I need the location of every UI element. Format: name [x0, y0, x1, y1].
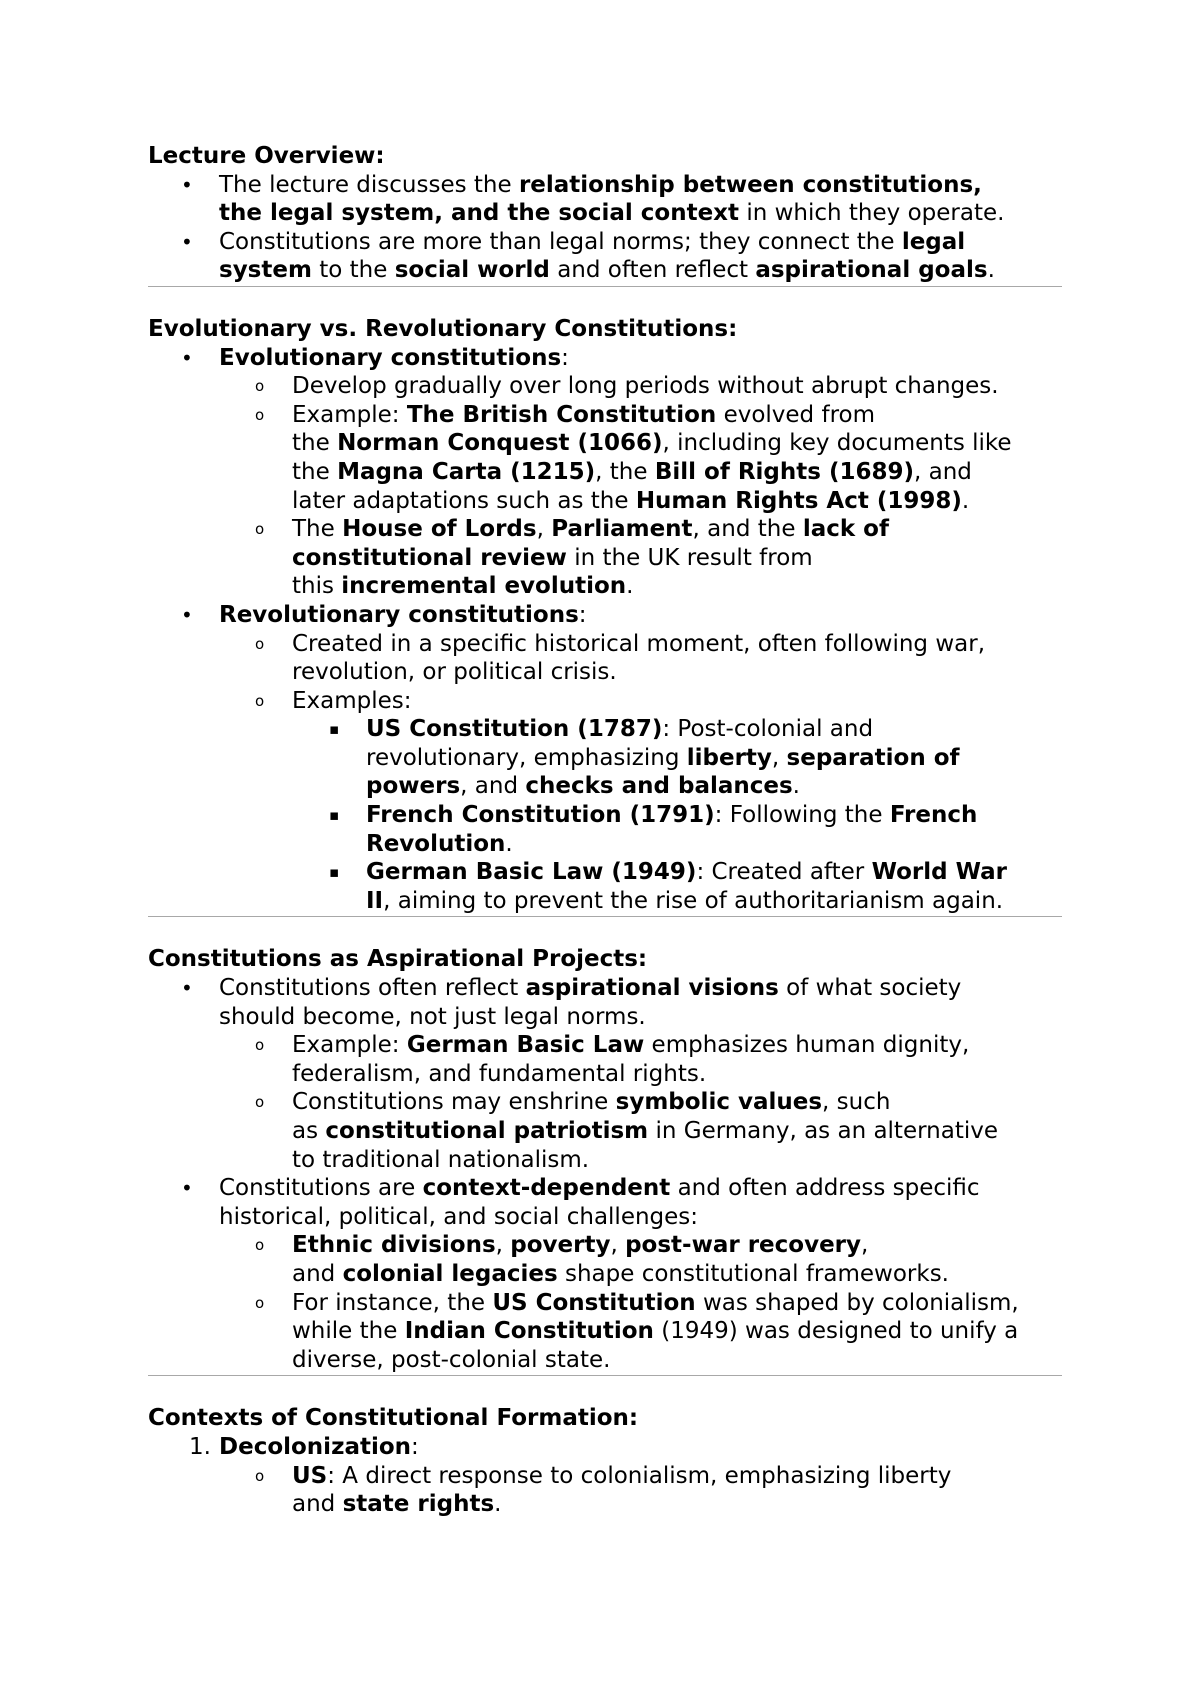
list-item — [148, 858, 1062, 887]
text: . — [792, 773, 800, 800]
text: Constitutions may enshrine — [292, 1089, 616, 1116]
list-item — [148, 228, 1062, 257]
bold-text: system — [219, 257, 312, 284]
bold-text: Indian Constitution — [404, 1318, 654, 1345]
text: revolutionary, emphasizing — [366, 744, 687, 771]
list-item — [148, 372, 1062, 401]
bold-text: powers — [366, 773, 461, 800]
section-heading: Contexts of Constitutional Formation: — [148, 1405, 639, 1432]
text: : A direct response to colonialism, emphasizing liberty — [327, 1462, 952, 1489]
text: of what society — [778, 975, 962, 1002]
section-divider — [148, 916, 1062, 917]
circle-bullet-icon: o — [255, 1236, 265, 1255]
text: . — [505, 830, 513, 857]
bold-text: Magna Carta (1215) — [337, 458, 596, 485]
bold-text: World War — [871, 859, 1008, 886]
text: . — [987, 257, 995, 284]
list-item-continuation — [148, 487, 1062, 516]
text: Constitutions are more than legal norms; they connect the — [219, 228, 902, 255]
section-divider — [148, 1375, 1062, 1376]
bold-text: liberty — [686, 744, 772, 771]
bold-text: post-war recovery — [625, 1232, 862, 1259]
list-item-continuation — [148, 256, 1062, 285]
bold-text: symbolic values — [615, 1089, 823, 1116]
bold-text: constitutional patriotism — [325, 1118, 649, 1144]
text: Develop gradually over long periods without abrupt changes. — [292, 373, 999, 400]
bold-text: The British Constitution — [406, 401, 717, 428]
list-item-continuation — [148, 772, 1062, 801]
text: For instance, the — [292, 1289, 493, 1316]
text: Example: — [292, 401, 407, 428]
circle-bullet-icon: o — [255, 1036, 265, 1055]
text: : Following the — [714, 802, 890, 829]
bold-text: US — [292, 1462, 328, 1489]
text: : Post-colonial and — [662, 716, 874, 743]
bold-text: Parliament — [551, 516, 693, 543]
text: and — [292, 1260, 343, 1287]
text: , and the — [692, 516, 803, 543]
bullet-icon: • — [181, 602, 193, 627]
list-item-continuation — [148, 1317, 1062, 1346]
bold-text: II — [366, 887, 384, 914]
text: . — [626, 573, 634, 600]
bold-text: context-dependent — [422, 1175, 671, 1202]
list-item-continuation — [148, 1003, 1062, 1032]
list-item-continuation — [148, 1117, 1062, 1146]
text: in the UK result from — [566, 544, 813, 571]
bold-text: Bill of Rights (1689) — [654, 458, 914, 485]
text: , — [771, 744, 787, 771]
list-item-continuation — [148, 744, 1062, 773]
text: , — [610, 1232, 626, 1259]
list-item-continuation — [148, 887, 1062, 916]
text: The lecture discusses the — [219, 171, 519, 198]
bold-text: Ethnic divisions — [292, 1232, 496, 1259]
bold-text: constitutional review — [292, 544, 567, 571]
bold-text: relationship between constitutions, — [518, 171, 982, 198]
list-item — [148, 344, 1062, 373]
bullet-icon: • — [181, 976, 193, 1001]
bold-text: lack of — [802, 516, 889, 543]
bold-text: state rights — [342, 1491, 495, 1518]
bold-text: French — [889, 802, 978, 829]
bold-text: poverty — [510, 1232, 611, 1259]
bold-text: social world — [394, 257, 550, 284]
section-heading: Constitutions as Aspirational Projects: — [148, 946, 648, 973]
list-item-continuation — [148, 1146, 1062, 1175]
list-item-continuation — [148, 429, 1062, 458]
list-item — [148, 974, 1062, 1003]
bold-text: Norman Conquest (1066) — [337, 430, 663, 457]
bold-text: legal — [901, 228, 966, 255]
text: , — [861, 1232, 869, 1259]
bold-text: aspirational visions — [525, 975, 779, 1002]
list-item-continuation — [148, 458, 1062, 487]
square-bullet-icon: ▪ — [329, 720, 340, 739]
text: : — [411, 1433, 419, 1460]
list-item-continuation — [148, 1490, 1062, 1519]
text: , and — [914, 458, 972, 485]
list-item — [148, 1231, 1062, 1260]
text: , — [536, 516, 552, 543]
bold-text: incremental evolution — [341, 573, 627, 600]
bold-text: Human Rights Act (1998) — [635, 487, 962, 514]
list-item — [148, 687, 1062, 716]
text: federalism, and fundamental rights. — [292, 1060, 707, 1087]
list-item — [148, 601, 1062, 630]
text: diverse, post-colonial state. — [292, 1346, 611, 1373]
list-item — [148, 171, 1062, 200]
list-item — [148, 1433, 1062, 1462]
list-item — [148, 1088, 1062, 1117]
text: was shaped by colonialism, — [695, 1289, 1019, 1316]
bullet-icon: • — [181, 172, 193, 197]
list-item-continuation — [148, 1260, 1062, 1289]
text: The — [292, 516, 343, 543]
circle-bullet-icon: o — [255, 520, 265, 539]
bold-text: German Basic Law (1949) — [366, 859, 697, 886]
text: . — [494, 1491, 502, 1518]
text: to traditional nationalism. — [292, 1146, 590, 1173]
bold-text: Decolonization — [219, 1433, 412, 1460]
bold-text: the legal system, and the social context — [219, 200, 740, 227]
text: , and — [460, 773, 526, 800]
bold-text: separation of — [786, 744, 960, 771]
list-item-continuation — [148, 1060, 1062, 1089]
circle-bullet-icon: o — [255, 405, 265, 424]
text: should become, not just legal norms. — [219, 1003, 646, 1030]
bold-text: House of Lords — [342, 516, 537, 543]
bold-text: Revolution — [366, 830, 506, 857]
text: the — [292, 430, 338, 457]
text: in which they operate. — [739, 200, 1005, 227]
bold-text: French Constitution (1791) — [366, 802, 715, 829]
text: evolved from — [716, 401, 875, 428]
text: emphasizes human dignity, — [644, 1032, 970, 1059]
list-item-continuation — [148, 572, 1062, 601]
text: and often address specific — [670, 1175, 980, 1202]
text: historical, political, and social challenges: — [219, 1203, 699, 1230]
list-item — [148, 401, 1062, 430]
list-item — [148, 1462, 1062, 1491]
text: . — [961, 487, 970, 514]
list-item — [148, 1289, 1062, 1318]
list-item-continuation — [148, 544, 1062, 573]
text: Constitutions often reflect — [219, 975, 526, 1002]
text: : Created after — [696, 859, 872, 886]
text: and — [292, 1491, 343, 1518]
section-heading: Evolutionary vs. Revolutionary Constitutions: — [148, 315, 738, 342]
text: later adaptations such as the — [292, 487, 636, 514]
list-item — [148, 715, 1062, 744]
list-item-continuation — [148, 1346, 1062, 1375]
circle-bullet-icon: o — [255, 1293, 265, 1312]
text: in Germany, as an alternative — [648, 1118, 998, 1144]
text: , including key documents like — [662, 430, 1012, 457]
list-item — [148, 515, 1062, 544]
bold-text: US Constitution — [492, 1289, 696, 1316]
text: and often reflect — [549, 257, 756, 284]
list-item — [148, 801, 1062, 830]
bold-text: colonial legacies — [342, 1260, 558, 1287]
text: revolution, or political crisis. — [292, 659, 617, 686]
text: Example: — [292, 1032, 407, 1059]
list-item-continuation — [148, 830, 1062, 859]
list-item — [148, 1031, 1062, 1060]
text: , aiming to prevent the rise of authoritarianism again. — [383, 887, 1004, 914]
list-item-continuation — [148, 658, 1062, 687]
bold-text: checks and balances — [525, 773, 793, 800]
list-item — [148, 630, 1062, 659]
bold-text: Revolutionary constitutions — [219, 601, 579, 628]
list-number: 1. — [189, 1433, 211, 1460]
text: , the — [595, 458, 655, 485]
section-divider — [148, 286, 1062, 287]
text: this — [292, 573, 342, 600]
list-item-continuation — [148, 1203, 1062, 1232]
text: Created in a specific historical moment, often following war, — [292, 630, 986, 657]
square-bullet-icon: ▪ — [329, 806, 340, 825]
bullet-icon: • — [181, 229, 193, 254]
bold-text: US Constitution (1787) — [366, 716, 663, 743]
list-item — [148, 1174, 1062, 1203]
text: while the — [292, 1318, 405, 1345]
text: shape constitutional frameworks. — [557, 1260, 949, 1287]
text: to the — [311, 257, 395, 284]
circle-bullet-icon: o — [255, 377, 265, 396]
bold-text: aspirational goals — [755, 257, 988, 284]
square-bullet-icon: ▪ — [329, 863, 340, 882]
circle-bullet-icon: o — [255, 1093, 265, 1112]
list-item-continuation — [148, 199, 1062, 228]
bold-text: Evolutionary constitutions — [219, 344, 562, 371]
text: the — [292, 458, 338, 485]
text: : — [578, 601, 587, 628]
section-heading: Lecture Overview: — [148, 143, 385, 169]
bold-text: German Basic Law — [406, 1032, 645, 1059]
circle-bullet-icon: o — [255, 634, 265, 653]
bullet-icon: • — [181, 345, 193, 370]
text: Constitutions are — [219, 1175, 423, 1202]
bullet-icon: • — [181, 1176, 193, 1201]
document-page — [148, 142, 1062, 1519]
circle-bullet-icon: o — [255, 691, 265, 710]
text: : — [561, 344, 569, 371]
circle-bullet-icon: o — [255, 1466, 265, 1485]
text: , such — [822, 1089, 891, 1116]
text: as — [292, 1118, 326, 1144]
text: , — [495, 1232, 511, 1259]
text: Examples: — [292, 687, 412, 714]
text: (1949) was designed to unify a — [653, 1318, 1019, 1345]
